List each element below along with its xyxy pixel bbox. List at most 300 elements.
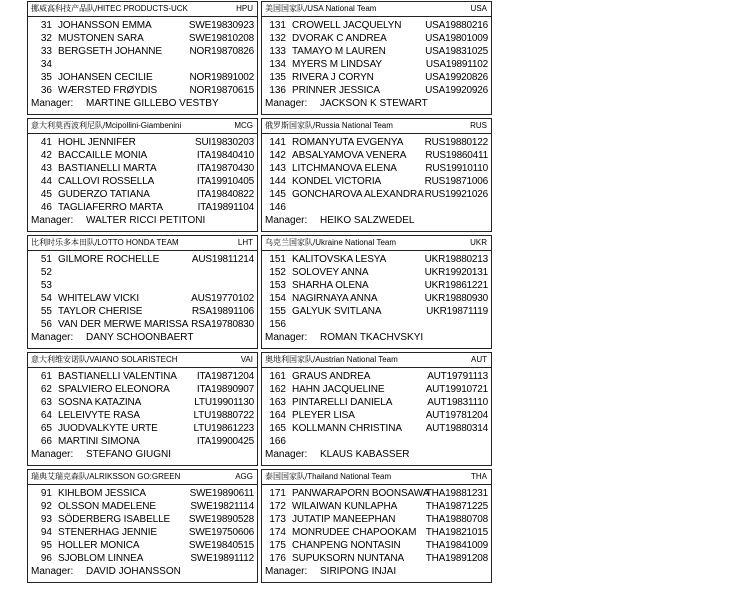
rider-name: MARTINI SIMONA <box>58 436 140 447</box>
team-box <box>261 352 492 466</box>
rider-list <box>262 251 491 331</box>
rider-uci-code: UKR19861221 <box>424 280 488 291</box>
rider-row <box>262 279 491 292</box>
rider-row <box>28 175 257 188</box>
rider-number: 133 <box>269 46 286 57</box>
rider-uci-code: LTU19880722 <box>193 410 254 421</box>
team-box <box>27 469 258 583</box>
rider-row <box>262 513 491 526</box>
rider-number: 172 <box>269 501 286 512</box>
team-header <box>262 119 491 134</box>
rider-uci-code: RSA19891106 <box>191 306 254 317</box>
rider-uci-code: UKR19880930 <box>424 293 488 304</box>
team-box <box>261 469 492 583</box>
manager-row <box>28 97 257 110</box>
manager-label: Manager: <box>265 449 308 460</box>
rider-number: 165 <box>269 423 286 434</box>
manager-row <box>262 214 491 227</box>
rider-name: GALYUK SVITLANA <box>292 306 382 317</box>
manager-label: Manager: <box>265 98 308 109</box>
team-header <box>262 236 491 251</box>
team-box <box>27 352 258 466</box>
rider-name: TAMAYO M LAUREN <box>292 46 386 57</box>
rider-name: JOHANSEN CECILIE <box>58 72 153 83</box>
rider-name: BASTIANELLI VALENTINA <box>58 371 177 382</box>
rider-uci-code: NOR19870615 <box>189 85 254 96</box>
rider-name: SPALVIERO ELEONORA <box>58 384 170 395</box>
rider-row <box>262 500 491 513</box>
rider-number: 131 <box>269 20 286 31</box>
rider-row <box>28 513 257 526</box>
rider-uci-code: USA19920926 <box>425 85 488 96</box>
manager-label: Manager: <box>31 332 74 343</box>
rider-row <box>28 45 257 58</box>
rider-number: 31 <box>40 20 52 31</box>
manager-row <box>28 214 257 227</box>
rider-uci-code: AUS19811214 <box>191 254 254 265</box>
rider-uci-code: SWE19750606 <box>188 527 254 538</box>
rider-number: 43 <box>40 163 52 174</box>
rider-number: 176 <box>269 553 286 564</box>
rider-list <box>262 17 491 97</box>
rider-number: 64 <box>40 410 52 421</box>
team-header <box>28 470 257 485</box>
rider-number: 162 <box>269 384 286 395</box>
rider-row <box>262 149 491 162</box>
rider-number: 61 <box>40 371 52 382</box>
rider-number: 32 <box>40 33 52 44</box>
rider-row <box>28 149 257 162</box>
rider-row <box>262 318 491 331</box>
rider-number: 36 <box>40 85 52 96</box>
rider-name: VAN DER MERWE MARISSA <box>58 319 189 330</box>
team-code: MCG <box>234 121 253 130</box>
rider-uci-code: SWE19891112 <box>190 553 254 564</box>
manager-row <box>28 331 257 344</box>
rider-row <box>28 396 257 409</box>
rider-number: 141 <box>269 137 286 148</box>
rider-row <box>28 162 257 175</box>
manager-name: ROMAN TKACHVSKYI <box>320 332 424 343</box>
rider-number: 94 <box>40 527 52 538</box>
rider-number: 166 <box>269 436 286 447</box>
rider-number: 45 <box>40 189 52 200</box>
rider-name: DVORAK C ANDREA <box>292 33 387 44</box>
rider-name: KONDEL VICTORIA <box>292 176 382 187</box>
team-name: 奥地利国家队/Austrian National Team <box>265 355 398 364</box>
rider-number: 52 <box>40 267 52 278</box>
rider-name: KALITOVSKA LESYA <box>292 254 387 265</box>
manager-name: DAVID JOHANSSON <box>86 566 181 577</box>
rider-name: TAYLOR CHERISE <box>58 306 143 317</box>
rider-number: 92 <box>40 501 52 512</box>
rider-uci-code: RUS19921026 <box>424 189 488 200</box>
rider-uci-code: RUS19880122 <box>424 137 488 148</box>
team-box <box>261 118 492 232</box>
rider-number: 91 <box>40 488 52 499</box>
team-header <box>262 2 491 17</box>
rider-number: 155 <box>269 306 286 317</box>
rider-name: SUPUKSORN NUNTANA <box>292 553 405 564</box>
rider-row <box>28 71 257 84</box>
rider-name: OLSSON MADELENE <box>58 501 156 512</box>
rider-row <box>28 292 257 305</box>
rider-row <box>28 84 257 97</box>
rider-name: SOSNA KATAZINA <box>58 397 142 408</box>
manager-label: Manager: <box>31 98 74 109</box>
rider-row <box>28 370 257 383</box>
rider-uci-code: LTU19861223 <box>193 423 254 434</box>
manager-name: STEFANO GIUGNI <box>86 449 172 460</box>
team-name: 泰国国家队/Thailand National Team <box>265 472 392 481</box>
rider-list <box>262 368 491 448</box>
rider-uci-code: SUI19830203 <box>195 137 254 148</box>
rider-name: GRAUS ANDREA <box>292 371 371 382</box>
rider-list <box>28 368 257 448</box>
rider-uci-code: SWE19840515 <box>188 540 254 551</box>
rider-row <box>262 175 491 188</box>
rider-name: JOHANSSON EMMA <box>58 20 152 31</box>
rider-row <box>262 253 491 266</box>
rider-row <box>262 396 491 409</box>
team-name: 瑞典艾瑞克森队/ALRIKSSON GO:GREEN <box>31 472 181 481</box>
rider-row <box>28 526 257 539</box>
rider-row <box>28 318 257 331</box>
rider-uci-code: ITA19910405 <box>196 176 254 187</box>
rider-uci-code: ITA19871204 <box>196 371 254 382</box>
rider-uci-code: ITA19900425 <box>196 436 254 447</box>
rider-uci-code: USA19880216 <box>425 20 488 31</box>
team-header <box>28 119 257 134</box>
rider-number: 46 <box>40 202 52 213</box>
manager-name: SIRIPONG INJAI <box>320 566 397 577</box>
rider-number: 171 <box>269 488 286 499</box>
manager-label: Manager: <box>31 449 74 460</box>
rider-name: BASTIANELLI MARTA <box>58 163 157 174</box>
manager-row <box>28 448 257 461</box>
manager-name: MARTINE GILLEBO VESTBY <box>86 98 219 109</box>
rider-row <box>262 188 491 201</box>
team-name: 挪威高科技产品队/HITEC PRODUCTS-UCK <box>31 4 188 13</box>
rider-number: 164 <box>269 410 286 421</box>
rider-list <box>28 17 257 97</box>
rider-number: 93 <box>40 514 52 525</box>
rider-name: SHARHA OLENA <box>292 280 369 291</box>
rider-uci-code: SWE19830923 <box>188 20 254 31</box>
rider-name: WÆRSTED FRØYDIS <box>58 85 158 96</box>
rider-row <box>28 409 257 422</box>
rider-number: 152 <box>269 267 286 278</box>
rider-list <box>28 485 257 565</box>
rider-number: 135 <box>269 72 286 83</box>
rider-uci-code: AUT19791113 <box>427 371 488 382</box>
rider-number: 174 <box>269 527 286 538</box>
rider-uci-code: THA19871225 <box>425 501 488 512</box>
rider-number: 95 <box>40 540 52 551</box>
rider-name: PANWARAPORN BOONSAWA <box>292 488 430 499</box>
rider-uci-code: RSA19780830 <box>191 319 254 330</box>
rider-name: BACCAILLE MONIA <box>58 150 148 161</box>
rider-uci-code: SWE19890611 <box>189 488 254 499</box>
team-header <box>262 470 491 485</box>
rider-row <box>262 201 491 214</box>
rider-number: 66 <box>40 436 52 447</box>
rider-row <box>28 435 257 448</box>
rider-list <box>262 485 491 565</box>
manager-name: HEIKO SALZWEDEL <box>320 215 415 226</box>
rider-uci-code: AUT19831110 <box>427 397 488 408</box>
rider-number: 163 <box>269 397 286 408</box>
rider-row <box>262 383 491 396</box>
rider-list <box>262 134 491 214</box>
rider-name: ABSALYAMOVA VENERA <box>292 150 407 161</box>
rider-uci-code: USA19831025 <box>425 46 488 57</box>
rider-name: HOHL JENNIFER <box>58 137 136 148</box>
rider-number: 146 <box>269 202 286 213</box>
rider-uci-code: SWE19890528 <box>188 514 254 525</box>
rider-name: LELEIVYTE RASA <box>58 410 140 421</box>
team-name: 意大利维安诺队/VAIANO SOLARISTECH <box>31 355 178 364</box>
rider-uci-code: SWE19810208 <box>188 33 254 44</box>
team-code: AGG <box>235 472 253 481</box>
rider-number: 145 <box>269 189 286 200</box>
manager-row <box>262 448 491 461</box>
rider-number: 154 <box>269 293 286 304</box>
rider-name: MONRUDEE CHAPOOKAM <box>292 527 417 538</box>
rider-name: WHITELAW VICKI <box>58 293 140 304</box>
rider-name: MUSTONEN SARA <box>58 33 144 44</box>
rider-row <box>28 253 257 266</box>
rider-uci-code: UKR19880213 <box>424 254 488 265</box>
team-name: 俄罗斯国家队/Russia National Team <box>265 121 393 130</box>
rider-row <box>262 162 491 175</box>
rider-number: 142 <box>269 150 286 161</box>
rider-name: GONCHAROVA ALEXANDRA <box>292 189 424 200</box>
rider-uci-code: LTU19901130 <box>194 397 254 408</box>
rider-row <box>262 84 491 97</box>
rider-row <box>262 526 491 539</box>
rider-uci-code: UKR19871119 <box>426 306 488 317</box>
rider-name: SJOBLOM LINNEA <box>58 553 144 564</box>
rider-number: 134 <box>269 59 286 70</box>
team-name: 比利时乐多本田队/LOTTO HONDA TEAM <box>31 238 179 247</box>
rider-row <box>262 58 491 71</box>
rider-number: 156 <box>269 319 286 330</box>
rider-number: 136 <box>269 85 286 96</box>
rider-name: LITCHMANOVA ELENA <box>292 163 397 174</box>
rider-row <box>262 422 491 435</box>
rider-uci-code: USA19920826 <box>425 72 488 83</box>
rider-row <box>262 305 491 318</box>
manager-name: JACKSON K STEWART <box>320 98 428 109</box>
rider-row <box>262 19 491 32</box>
rider-name: STENERHAG JENNIE <box>58 527 157 538</box>
rider-row <box>28 136 257 149</box>
rider-row <box>262 136 491 149</box>
rider-uci-code: UKR19920131 <box>424 267 488 278</box>
rider-number: 33 <box>40 46 52 57</box>
rider-name: TAGLIAFERRO MARTA <box>58 202 163 213</box>
manager-row <box>262 565 491 578</box>
team-code: AUT <box>471 355 487 364</box>
rider-uci-code: ITA19840822 <box>196 189 254 200</box>
rider-name: CHANPENG NONTASIN <box>292 540 401 551</box>
rider-row <box>28 201 257 214</box>
rider-name: HAHN JACQUELINE <box>292 384 385 395</box>
team-code: LHT <box>237 238 253 247</box>
rider-number: 35 <box>40 72 52 83</box>
rider-row <box>262 45 491 58</box>
rider-number: 62 <box>40 384 52 395</box>
rider-list <box>28 251 257 331</box>
rider-name: KOLLMANN CHRISTINA <box>292 423 402 434</box>
manager-label: Manager: <box>265 332 308 343</box>
rider-name: NAGIRNAYA ANNA <box>292 293 378 304</box>
rider-uci-code: THA19821015 <box>425 527 488 538</box>
rider-list <box>28 134 257 214</box>
rider-number: 153 <box>269 280 286 291</box>
team-box <box>261 1 492 115</box>
rider-uci-code: RUS19860411 <box>425 150 488 161</box>
rider-row <box>28 487 257 500</box>
rider-row <box>28 266 257 279</box>
rider-row <box>28 279 257 292</box>
rider-name: SÖDERBERG ISABELLE <box>58 514 171 525</box>
manager-label: Manager: <box>265 566 308 577</box>
rider-number: 54 <box>40 293 52 304</box>
rider-number: 55 <box>40 306 52 317</box>
team-box <box>261 235 492 349</box>
rider-number: 44 <box>40 176 52 187</box>
team-code: USA <box>470 4 487 13</box>
team-box <box>27 235 258 349</box>
rider-name: JUTATIP MANEEPHAN <box>292 514 396 525</box>
manager-name: WALTER RICCI PETITONI <box>86 215 206 226</box>
rider-name: CALLOVI ROSSELLA <box>58 176 155 187</box>
rider-row <box>28 305 257 318</box>
rider-name: HOLLER MONICA <box>58 540 140 551</box>
team-header <box>262 353 491 368</box>
rider-row <box>262 266 491 279</box>
rider-uci-code: THA19891208 <box>425 553 488 564</box>
manager-label: Manager: <box>265 215 308 226</box>
team-code: UKR <box>470 238 487 247</box>
rider-number: 161 <box>269 371 286 382</box>
rider-name: CROWELL JACQUELYN <box>292 20 402 31</box>
rider-number: 41 <box>40 137 52 148</box>
rider-number: 56 <box>40 319 52 330</box>
rider-number: 63 <box>40 397 52 408</box>
rider-name: ROMANYUTA EVGENYA <box>292 137 404 148</box>
rider-number: 144 <box>269 176 286 187</box>
rider-uci-code: ITA19840410 <box>196 150 254 161</box>
rider-uci-code: ITA19890907 <box>196 384 254 395</box>
rider-number: 175 <box>269 540 286 551</box>
manager-name: KLAUS KABASSER <box>320 449 410 460</box>
rider-row <box>262 487 491 500</box>
rider-name: GUDERZO TATIANA <box>58 189 150 200</box>
rider-row <box>28 58 257 71</box>
rider-name: MYERS M LINDSAY <box>292 59 382 70</box>
manager-row <box>28 565 257 578</box>
rider-row <box>262 71 491 84</box>
rider-row <box>262 539 491 552</box>
team-box <box>27 118 258 232</box>
team-header <box>28 2 257 17</box>
rider-uci-code: AUT19781204 <box>425 410 488 421</box>
manager-row <box>262 331 491 344</box>
team-name: 美国国家队/USA National Team <box>265 4 377 13</box>
rider-row <box>28 188 257 201</box>
rider-uci-code: RUS19910110 <box>425 163 488 174</box>
rider-row <box>262 370 491 383</box>
team-header <box>28 236 257 251</box>
manager-label: Manager: <box>31 215 74 226</box>
rider-row <box>28 383 257 396</box>
rider-row <box>262 552 491 565</box>
rider-uci-code: AUT19880314 <box>425 423 488 434</box>
team-header <box>28 353 257 368</box>
rider-uci-code: AUS19770102 <box>191 293 254 304</box>
manager-row <box>262 97 491 110</box>
rider-name: KIHLBOM JESSICA <box>58 488 146 499</box>
rider-uci-code: RUS19871006 <box>424 176 488 187</box>
rider-name: RIVERA J CORYN <box>292 72 374 83</box>
rider-row <box>28 422 257 435</box>
rider-number: 132 <box>269 33 286 44</box>
team-code: HPU <box>236 4 253 13</box>
rider-row <box>262 409 491 422</box>
rider-uci-code: ITA19870430 <box>196 163 254 174</box>
rider-uci-code: NOR19891002 <box>189 72 254 83</box>
manager-label: Manager: <box>31 566 74 577</box>
rider-name: WILAIWAN KUNLAPHA <box>292 501 398 512</box>
rider-uci-code: THA19880708 <box>425 514 488 525</box>
team-name: 意大利莫西波利尼队/Mcipollini-Giambenini <box>31 121 182 130</box>
rider-name: BERGSETH JOHANNE <box>58 46 162 57</box>
rider-row <box>262 435 491 448</box>
rider-uci-code: SWE19821114 <box>190 501 254 512</box>
rider-row <box>28 552 257 565</box>
rider-number: 173 <box>269 514 286 525</box>
rider-row <box>28 500 257 513</box>
rider-name: GILMORE ROCHELLE <box>58 254 160 265</box>
rider-number: 143 <box>269 163 286 174</box>
team-box <box>27 1 258 115</box>
rider-name: JUODVALKYTE URTE <box>58 423 158 434</box>
team-code: VAI <box>240 355 253 364</box>
rider-uci-code: USA19801009 <box>425 33 488 44</box>
rider-row <box>262 32 491 45</box>
rider-row <box>262 292 491 305</box>
rider-row <box>28 32 257 45</box>
rider-number: 51 <box>40 254 52 265</box>
rider-uci-code: AUT19910721 <box>425 384 488 395</box>
team-code: RUS <box>470 121 487 130</box>
rider-name: SOLOVEY ANNA <box>292 267 369 278</box>
rider-uci-code: THA19881231 <box>425 488 488 499</box>
rider-uci-code: ITA19891104 <box>197 202 254 213</box>
rider-number: 42 <box>40 150 52 161</box>
rider-number: 96 <box>40 553 52 564</box>
team-code: THA <box>471 472 487 481</box>
rider-number: 34 <box>40 59 52 70</box>
rider-row <box>28 19 257 32</box>
rider-number: 65 <box>40 423 52 434</box>
rider-name: PLEYER LISA <box>292 410 355 421</box>
team-name: 乌克兰国家队/Ukraine National Team <box>265 238 397 247</box>
rider-uci-code: USA19891102 <box>425 59 488 70</box>
